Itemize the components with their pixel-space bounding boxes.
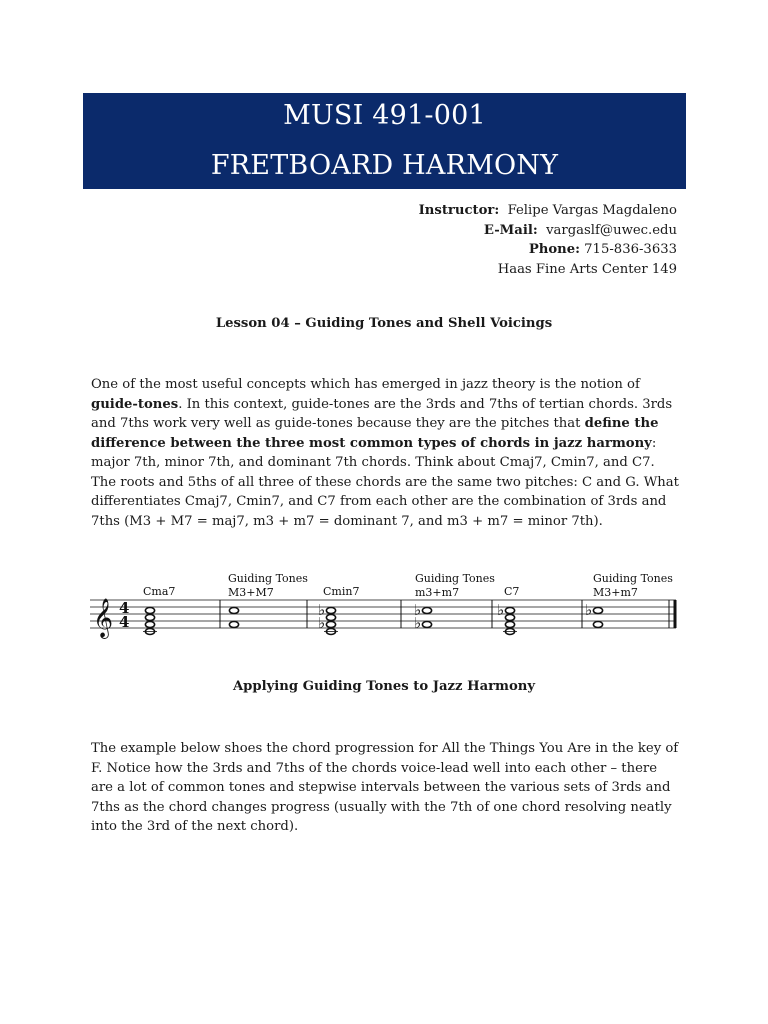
- para1-text-2: . In this context, guide-tones are the 3rds and 7ths of tertian chords. 3rds and 7ths work very well as guide-tones because they are the pitches that: [91, 396, 673, 431]
- guiding-tones-2: [414, 601, 432, 632]
- progression-paragraph: The example below shoes the chord progression for All the Things You Are in the key of F. Notice how the 3rds and 7ths of the chords voice-lead well into each other – there are a lot of common tones and stepwise intervals between the various sets of 3rds and 7ths as the chord changes progress (usually with the 7th of one chord resolving neatly into the 3rd of the next chord).: [91, 741, 679, 834]
- label-gt1-interval: M3+M7: [228, 586, 274, 599]
- email-label: E-Mail:: [483, 222, 538, 238]
- label-gt2-interval: m3+m7: [415, 586, 460, 599]
- note-bb: [422, 608, 431, 614]
- para1-bold-definition: define the difference between the three most common types of chords in jazz harmony: [91, 416, 659, 451]
- treble-clef-icon: 𝄞: [93, 598, 114, 638]
- contact-block: [419, 201, 677, 279]
- instructor-row: [419, 201, 677, 221]
- flat-icon: ♭: [414, 601, 422, 619]
- note-bb: [505, 608, 514, 614]
- phone-value: 715-836-3633: [584, 242, 677, 257]
- label-c7: C7: [504, 585, 520, 598]
- flat-icon: ♭: [318, 601, 326, 619]
- note-bb: [326, 608, 335, 614]
- note-g: [505, 615, 514, 621]
- note-g: [145, 615, 154, 621]
- note-e: [505, 622, 514, 628]
- applying-heading: Applying Guiding Tones to Jazz Harmony: [232, 679, 536, 694]
- note-b: [145, 608, 154, 614]
- phone-row: [419, 240, 677, 260]
- music-example: [90, 570, 680, 640]
- flat-icon: ♭: [497, 601, 505, 619]
- phone-label: Phone:: [528, 242, 580, 257]
- instructor-label: Instructor:: [418, 203, 500, 218]
- email-value: vargaslf@uwec.edu: [546, 222, 677, 238]
- chord-c7: [497, 601, 517, 635]
- para1-bold-guide-tones: guide-tones: [91, 396, 179, 412]
- note-e: [593, 622, 602, 628]
- label-gt1-title: Guiding Tones: [228, 572, 308, 585]
- note-e: [145, 622, 154, 628]
- guide-tones-paragraph: [91, 375, 681, 531]
- label-gt3-title: Guiding Tones: [593, 572, 673, 585]
- time-signature-top: 4: [119, 599, 130, 617]
- time-signature-bottom: 4: [119, 613, 130, 631]
- instructor-name: Felipe Vargas Magdaleno: [507, 203, 677, 218]
- email-row: [419, 221, 677, 241]
- lesson-heading: Lesson 04 – Guiding Tones and Shell Voicings: [215, 316, 553, 331]
- para1-text-1: One of the most useful concepts which has emerged in jazz theory is the notion of: [91, 377, 640, 392]
- note-bb: [593, 608, 602, 614]
- para1-text-3: : major 7th, minor 7th, and dominant 7th chords. Think about Cmaj7, Cmin7, and C7. The roots and 5ths of all three of these chords are the same two pitches: C and G. What differentiates Cmaj7, Cmin7, and C7 from each other are the combination of 3rds and 7ths (M3 + M7 = maj7, m3 + m7 = dominant 7, and m3 + m7 = minor 7th).: [91, 435, 679, 529]
- label-gt2-title: Guiding Tones: [415, 572, 495, 585]
- title-banner: [83, 93, 686, 189]
- note-eb: [326, 622, 335, 628]
- label-cmin7: Cmin7: [323, 585, 360, 598]
- guiding-tones-1: [229, 608, 238, 628]
- flat-icon: ♭: [585, 601, 593, 619]
- note-g: [326, 615, 335, 621]
- course-number: MUSI 491-001: [283, 100, 486, 131]
- office-row: Haas Fine Arts Center 149: [497, 261, 677, 277]
- course-title: FRETBOARD HARMONY: [210, 150, 559, 181]
- note-e: [229, 622, 238, 628]
- label-cma7: Cma7: [143, 585, 176, 598]
- note-eb: [422, 622, 431, 628]
- note-b: [229, 608, 238, 614]
- label-gt3-interval: M3+m7: [593, 586, 638, 599]
- chord-cmin7: [318, 601, 338, 635]
- flat-icon: ♭: [414, 614, 422, 632]
- flat-icon: ♭: [318, 614, 326, 632]
